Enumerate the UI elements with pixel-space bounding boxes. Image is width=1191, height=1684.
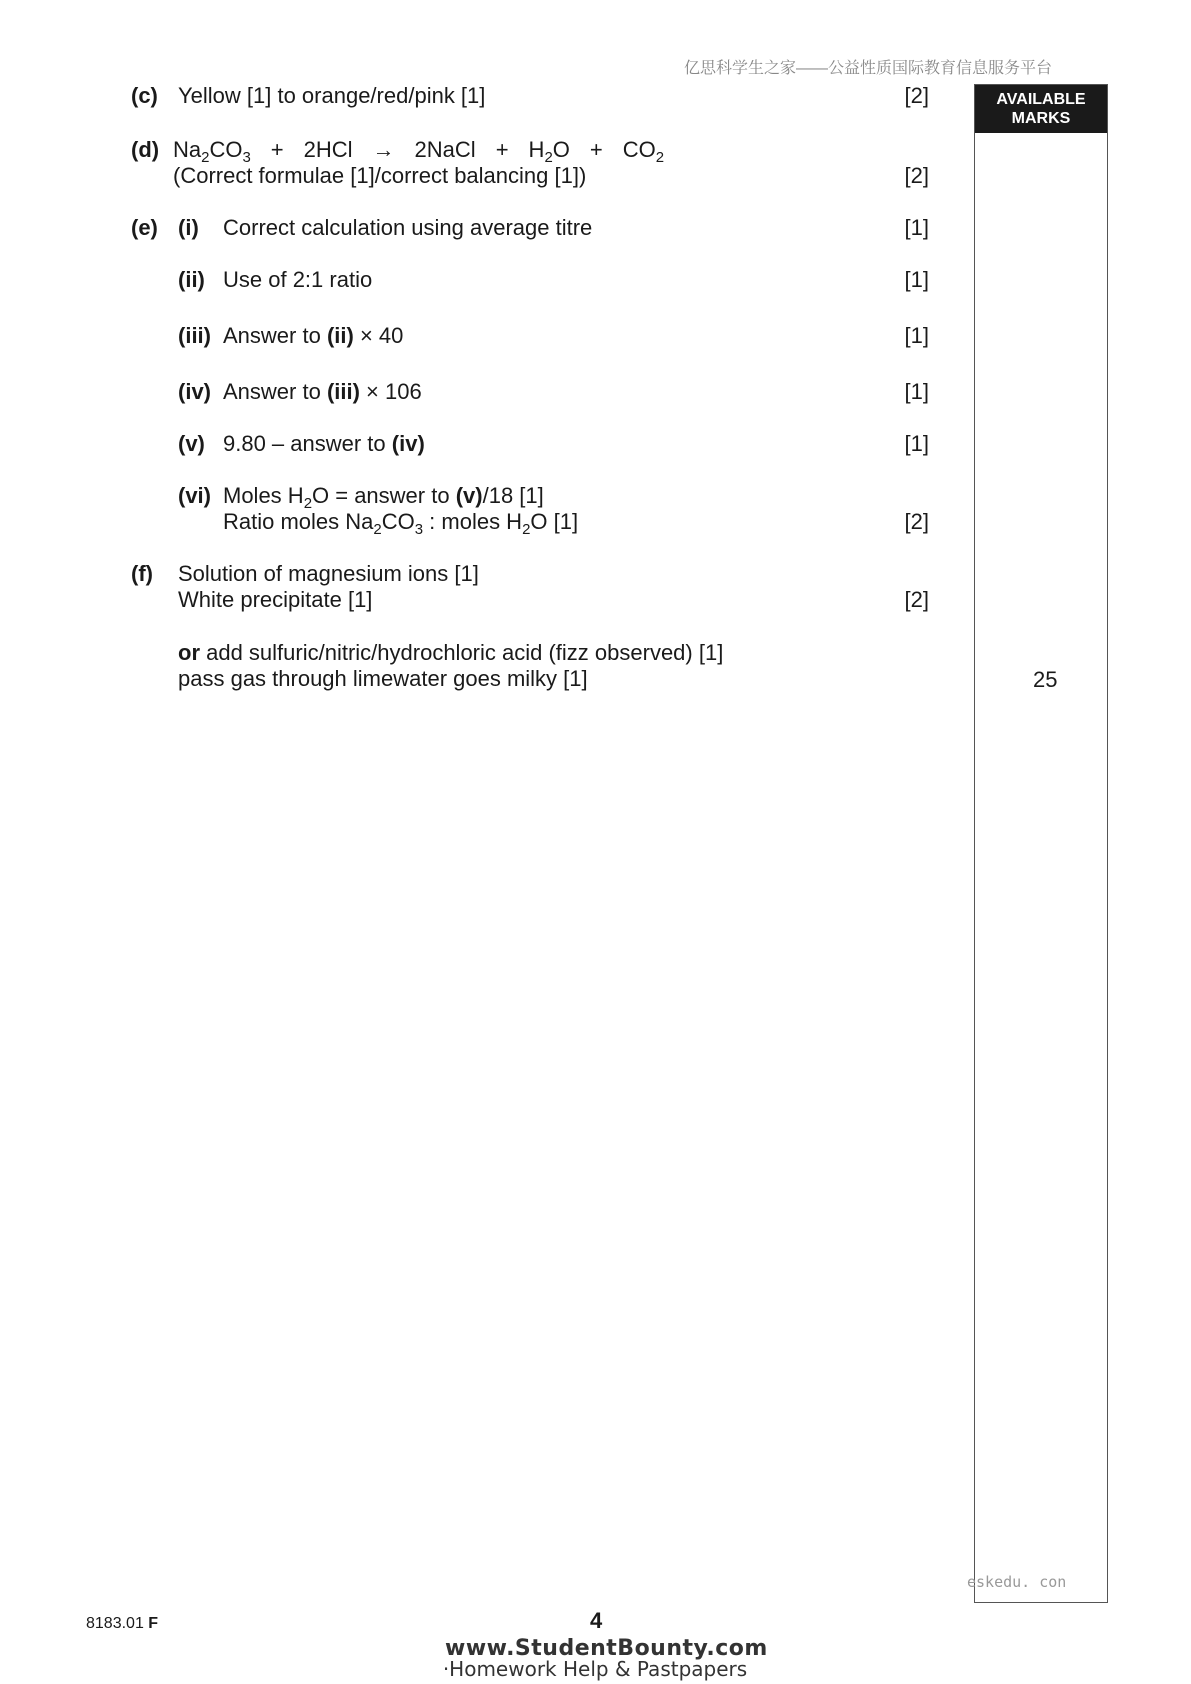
part-e-iv-pre: Answer to bbox=[223, 379, 327, 404]
vi-l1-pre: Moles H bbox=[223, 483, 304, 508]
available-marks-header-line2: MARKS bbox=[1011, 110, 1071, 127]
part-e-v-ref: (iv) bbox=[391, 431, 425, 456]
part-e-iii-ref: (ii) bbox=[326, 323, 354, 348]
part-e-iv-label: (iv) bbox=[178, 379, 211, 404]
part-e-vi-mark: [2] bbox=[904, 509, 929, 534]
header-watermark: 亿思科学生之家——公益性质国际教育信息服务平台 bbox=[684, 60, 1053, 77]
part-d-label: (d) bbox=[131, 137, 160, 162]
part-c-mark: [2] bbox=[904, 83, 929, 108]
vi-l2-mid2: : moles H bbox=[423, 509, 523, 534]
part-c-label: (c) bbox=[131, 83, 158, 108]
part-e-iv-post: × 106 bbox=[359, 379, 422, 404]
eq-co2-sub: 2 bbox=[655, 149, 665, 167]
part-e-v-pre: 9.80 – answer to bbox=[223, 431, 392, 456]
part-e-iii-label: (iii) bbox=[178, 323, 211, 348]
part-e-iii-text bbox=[223, 323, 403, 349]
part-f-or: or bbox=[178, 640, 200, 665]
part-e-label: (e) bbox=[131, 215, 158, 240]
part-e-i-label: (i) bbox=[178, 215, 199, 240]
vi-l2-sub2: 3 bbox=[414, 521, 424, 539]
part-e-iii-post: × 40 bbox=[353, 323, 404, 348]
vi-l1-sub: 2 bbox=[303, 495, 313, 513]
eq-co2: CO bbox=[622, 137, 656, 162]
available-marks-header bbox=[975, 85, 1107, 133]
paper-code-text: 8183.01 bbox=[86, 1615, 149, 1632]
part-f-line1: Solution of magnesium ions [1] bbox=[178, 561, 479, 586]
vi-l1-post: /18 [1] bbox=[482, 483, 544, 508]
part-f-line2: White precipitate [1] bbox=[178, 587, 373, 612]
eq-h: H bbox=[528, 137, 545, 162]
part-e-i-mark: [1] bbox=[904, 215, 929, 240]
page-number: 4 bbox=[590, 1608, 603, 1633]
part-f-label: (f) bbox=[131, 561, 153, 586]
part-e-iii-pre: Answer to bbox=[223, 323, 327, 348]
part-e-v-mark: [1] bbox=[904, 431, 929, 456]
part-e-vi-label: (vi) bbox=[178, 483, 211, 508]
vi-l2-pre: Ratio moles Na bbox=[223, 509, 374, 534]
eq-na-sub: 2 bbox=[201, 149, 210, 167]
vi-l2-sub3: 2 bbox=[522, 521, 531, 539]
part-e-vi-line2 bbox=[223, 509, 579, 539]
footer-watermark: eskedu. con bbox=[967, 1573, 1067, 1591]
part-e-iv-ref: (iii) bbox=[326, 379, 360, 404]
part-e-iv-text bbox=[223, 379, 422, 405]
eq-plus-2: + bbox=[495, 137, 509, 162]
part-f-alt-text1: add sulfuric/nitric/hydrochloric acid (fizz observed) [1] bbox=[200, 640, 724, 665]
available-marks-total: 25 bbox=[1033, 667, 1058, 692]
footer-tagline: ·Homework Help & Pastpapers bbox=[442, 1657, 748, 1681]
part-f-alt-line1 bbox=[178, 640, 723, 666]
paper-code bbox=[86, 1615, 158, 1633]
part-e-iv-mark: [1] bbox=[904, 379, 929, 404]
part-e-iii-mark: [1] bbox=[904, 323, 929, 348]
eq-co: CO bbox=[209, 137, 243, 162]
eq-plus-1: + bbox=[270, 137, 284, 162]
part-d-note: (Correct formulae [1]/correct balancing [1]) bbox=[173, 163, 587, 188]
part-e-vi-line1 bbox=[223, 483, 544, 513]
eq-na: Na bbox=[173, 137, 202, 162]
eq-hcl: 2HCl bbox=[303, 137, 353, 162]
part-d-equation bbox=[173, 137, 665, 167]
eq-h-sub: 2 bbox=[544, 149, 553, 167]
eq-nacl: 2NaCl bbox=[414, 137, 476, 162]
part-f-alt-line2: pass gas through limewater goes milky [1] bbox=[178, 666, 588, 691]
part-e-i-text: Correct calculation using average titre bbox=[223, 215, 593, 240]
eq-plus-3: + bbox=[589, 137, 603, 162]
part-c-text: Yellow [1] to orange/red/pink [1] bbox=[178, 83, 486, 108]
footer-website-link[interactable]: www.StudentBounty.com bbox=[445, 1636, 768, 1661]
part-e-v-label: (v) bbox=[178, 431, 205, 456]
vi-l2-sub1: 2 bbox=[373, 521, 382, 539]
available-marks-header-line1: AVAILABLE bbox=[996, 91, 1086, 108]
part-e-v-text bbox=[223, 431, 425, 457]
vi-l2-post: O [1] bbox=[530, 509, 579, 534]
eq-o: O bbox=[552, 137, 570, 162]
eq-arrow: → bbox=[372, 137, 395, 162]
part-f-mark: [2] bbox=[904, 587, 929, 612]
vi-l2-mid: CO bbox=[381, 509, 415, 534]
available-marks-column bbox=[974, 84, 1108, 1603]
vi-l1-ref: (v) bbox=[455, 483, 483, 508]
vi-l1-mid: O = answer to bbox=[312, 483, 456, 508]
part-e-ii-label: (ii) bbox=[178, 267, 205, 292]
paper-code-tier: F bbox=[148, 1615, 159, 1632]
eq-co-sub: 3 bbox=[242, 149, 251, 167]
part-d-mark: [2] bbox=[904, 163, 929, 188]
part-e-ii-text: Use of 2:1 ratio bbox=[223, 267, 373, 292]
part-e-ii-mark: [1] bbox=[904, 267, 929, 292]
